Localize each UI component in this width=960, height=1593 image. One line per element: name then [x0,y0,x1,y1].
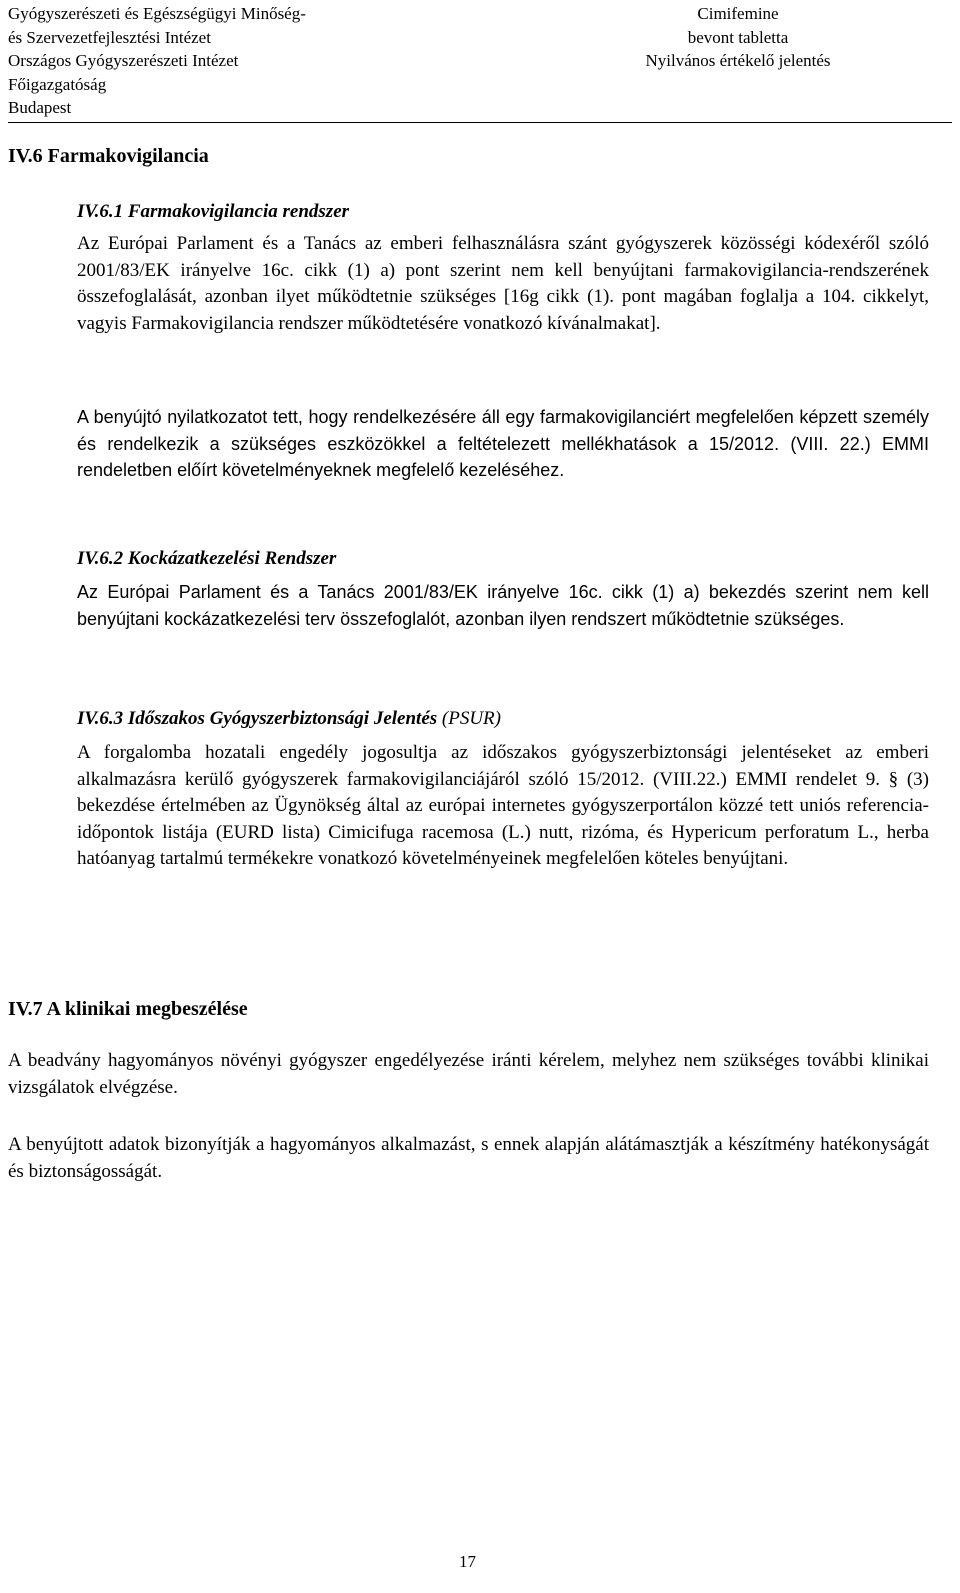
header-right-line: bevont tabletta [687,27,789,47]
subsection-heading-iv6-2: IV.6.2 Kockázatkezelési Rendszer [77,548,337,569]
header-right-line: Cimifemine [697,4,779,23]
paragraph-farmakovigilancia-rendszer: Az Európai Parlament és a Tanács az emberi felhasználásra szánt gyógyszerek közösségi kódexéről szóló 2001/83/EK irányelve 16c. cikk (1) a) pont szerint nem kell benyújtani farmakovigilancia-rendszerének összefoglalását, azonban ilyet működtetnie szükséges [16g cikk (1). pont magában foglalja a 104. cikkelyt, vagyis Farmakovigilancia rendszer működtetésére vonatkozó kívánalmakat]. [77,233,929,334]
section-heading-iv6: IV.6 Farmakovigilancia [8,145,209,167]
subsection-title-suffix: (PSUR) [441,708,501,729]
header-institution [8,2,428,120]
paragraph-beadvany: A beadvány hagyományos növényi gyógyszer engedélyezése iránti kérelem, melyhez nem szükséges további klinikai vizsgálatok elvégzése. [8,1050,929,1098]
paragraph-psur: A forgalomba hozatali engedély jogosultja az időszakos gyógyszerbiztonsági jelentéseket az emberi alkalmazásra kerülő gyógyszerek farmakovigilanciájáról szóló 15/2012. (VIII.22.) EMMI rendelet 9. § (3) bekezdése értelmében az Ügynökség által az európai internetes gyógyszerportálon közzé tett uniós referencia-időpontok listája (EURD lista) Cimicifuga racemosa (L.) nutt, rizóma, és Hypericum perforatum L., herba hatóanyag tartalmú termékekre vonatkozó követelményeinek megfelelően köteles benyújtani. [77,742,929,869]
section-heading-iv7: IV.7 A klinikai megbeszélése [8,998,248,1020]
paragraph-benyujto-nyilatkozat: A benyújtó nyilatkozatot tett, hogy rendelkezésére áll egy farmakovigilanciért megfelelően képzett személy és rendelkezik a szükséges eszközökkel a feltételezett mellékhatások a 15/2012. (VIII. 22.) EMMI rendeletben előírt követelményeknek megfelelő kezeléséhez. [77,407,929,480]
subsection-title: IV.6.3 Időszakos Gyógyszerbiztonsági Jelentés [77,708,438,729]
header-left-line: Budapest [8,98,72,117]
header-left-line: Főigazgatóság [8,74,107,94]
page-number: 17 [459,1552,476,1571]
header-left-line: Gyógyszerészeti és Egészségügyi Minőség- [8,4,306,23]
subsection-heading-iv6-1: IV.6.1 Farmakovigilancia rendszer [77,201,350,222]
subsection-heading-iv6-3 [77,708,501,730]
header-right-line: Nyilvános értékelő jelentés [645,51,831,70]
header-divider [8,122,952,123]
header-product [608,2,868,73]
paragraph-benyujtott-adatok: A benyújtott adatok bizonyítják a hagyományos alkalmazást, s ennek alapján alátámasztják a készítmény hatékonyságát és biztonságosságát. [8,1134,929,1182]
header-left-line: és Szervezetfejlesztési Intézet [8,27,211,47]
header-left-line: Országos Gyógyszerészeti Intézet [8,51,239,70]
paragraph-kockazatkezeles: Az Európai Parlament és a Tanács 2001/83/EK irányelve 16c. cikk (1) a) bekezdés szerint nem kell benyújtani kockázatkezelési terv összefoglalót, azonban ilyen rendszert működtetnie szükséges. [77,582,929,629]
